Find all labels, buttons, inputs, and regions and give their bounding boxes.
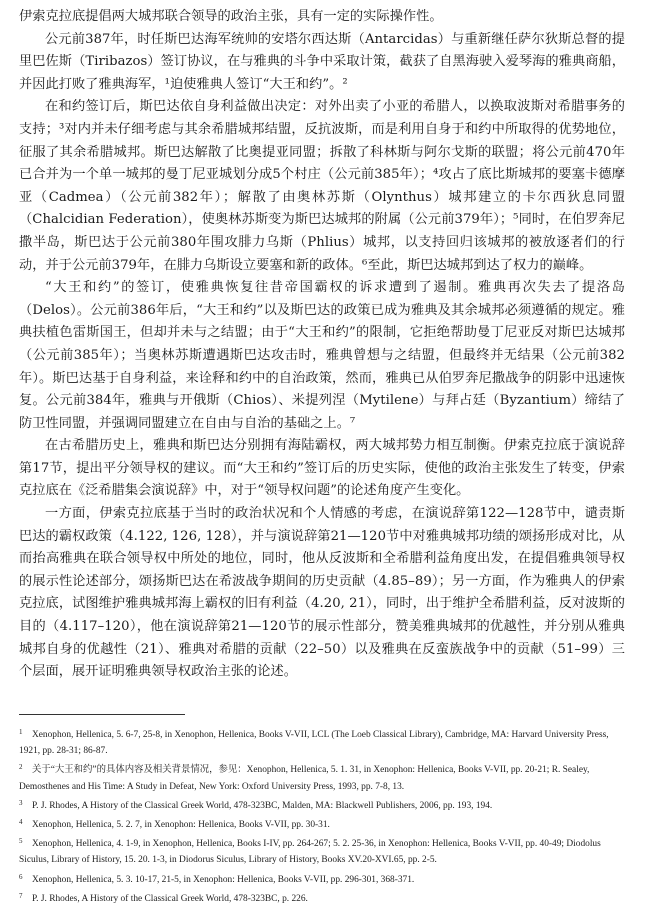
footnotes (19, 724, 625, 907)
footnote-3 (19, 795, 625, 814)
footnote-number: 1 (19, 728, 23, 736)
footnote-4 (19, 814, 625, 833)
paragraph-1: 伊索克拉底提倡两大城邦联合领导的政治主张，具有一定的实际操作性。 (19, 9, 443, 24)
footnote-text: Xenophon, Hellenica, 4. 1-9, in Xenophon, Hellenica, Books I-IV, pp. 264-267; 5. 2. 25-36, in Xenophon: Hellenica, Books V-VII, pp. 40-49; Diodolus Siculus, Library of History, 15. 20. 1-3, in Diodorus Siculus, Library of History, Books XV.20-XVI.65, pp. 2-5. (19, 839, 601, 866)
footnote-divider (19, 714, 185, 715)
footnote-text: P. J. Rhodes, A History of the Classical Greek World, 478-323BC, Malden, MA: Blackwell Publishers, 2006, pp. 193, 194. (32, 800, 493, 811)
footnote-number: 6 (19, 872, 23, 881)
paragraph-5: 在古希腊历史上，雅典和斯巴达分别拥有海陆霸权，两大城邦势力相互制衡。伊索克拉底于演说辞第17节，提出平分领导权的建议。而“大王和约”签订后的历史实际，使他的政治主张发生了转变，伊索克拉底在《泛希腊集会演说辞》中，对于“领导权问题”的论述角度产生变化。 (19, 438, 625, 499)
footnote-number: 5 (19, 837, 23, 846)
footnote-5 (19, 833, 625, 868)
footnote-text: Xenophon, Hellenica, 5. 6-7, 25-8, in Xenophon, Hellenica, Books V-VII, LCL (The Loeb Classical Library), Cambridge, MA: Harvard University Press, 1921, pp. 28-31; 86-87. (19, 730, 609, 757)
footnote-text: 关于“大王和约”的具体内容及相关背景情况，参见：Xenophon, Hellenica, 5. 1. 31, in Xenophon: Hellenica, Books V-VII, pp. 20-21; R. Sealey, Demosthenes and His Time: A Study in Defeat, New York: Oxford University Press, 1993, pp. 7-8, 13. (19, 765, 590, 792)
footnote-text: P. J. Rhodes, A History of the Classical Greek World, 478-323BC, p. 226. (32, 893, 308, 904)
footnote-number: 3 (19, 798, 23, 807)
paragraph-4: “大王和约”的签订，使雅典恢复往昔帝国霸权的诉求遭到了遏制。雅典再次失去了提洛岛（Delos）。公元前386年后，“大王和约”以及斯巴达的政策已成为雅典及其余城邦必须遵循的规定。雅典扶植色雷斯国王，但却并未与之结盟；由于“大王和约”的限制，它拒绝帮助曼丁尼亚反对斯巴达城邦（公元前385年）；当奥林苏斯遭遇斯巴达攻击时，雅典曾想与之结盟，但最终并无结果（公元前382年）。斯巴达基于自身利益，来诠释和约中的自治政策，然而，雅典已从伯罗奔尼撒战争的阴影中迅速恢复。公元前384年，雅典与开俄斯（Chios）、米提列涅（Mytilene）与拜占廷（Byzantium）缔结了防卫性同盟，并强调同盟建立在自由与自治的基础之上。⁷ (19, 280, 625, 431)
footnote-2 (19, 759, 625, 794)
footnote-number: 2 (19, 763, 23, 772)
footnote-1 (19, 724, 625, 759)
main-text (19, 6, 625, 684)
footnote-7 (19, 888, 625, 907)
footnote-number: 4 (19, 818, 23, 827)
footnote-text: Xenophon, Hellenica, 5. 2. 7, in Xenophon: Hellenica, Books V-VII, pp. 30-31. (32, 820, 330, 831)
footnote-number: 7 (19, 891, 23, 900)
paragraph-3: 在和约签订后，斯巴达依自身利益做出决定：对外出卖了小亚的希腊人，以换取波斯对希腊事务的支持；³对内并未仔细考虑与其余希腊城邦结盟，反抗波斯，而是利用自身于和约中所取得的优势地位，征服了其余希腊城邦。斯巴达解散了比奥提亚同盟；拆散了科林斯与阿尔戈斯的联盟；将公元前470年已合并为一个单一城邦的曼丁尼亚城划分成5个村庄（公元前385年）；⁴攻占了底比斯城邦的要塞卡德摩亚（Cadmea）（公元前382年）；解散了由奥林苏斯（Olynthus）城邦建立的卡尔西狄息同盟（Chalcidian Federation），使奥林苏斯变为斯巴达城邦的附属（公元前379年）；⁵同时，在伯罗奔尼撒半岛，斯巴达于公元前380年围攻腓力乌斯（Phlius）城邦，以支持回归该城邦的被放逐者们的行动，并于公元前379年，在腓力乌斯设立要塞和新的政体。⁶至此，斯巴达城邦到达了权力的巅峰。 (19, 99, 625, 273)
footnote-text: Xenophon, Hellenica, 5. 3. 10-17, 21-5, in Xenophon: Hellenica, Books V-VII, pp. 296-301, 368-371. (32, 874, 415, 885)
footnote-6 (19, 869, 625, 888)
paragraph-6: 一方面，伊索克拉底基于当时的政治状况和个人情感的考虑，在演说辞第122—128节中，谴责斯巴达的霸权政策（4.122, 126, 128），并与演说辞第21—120节中对雅典城邦功绩的颂扬形成对比，从而抬高雅典在联合领导权中所处的地位，同时，他从反波斯和全希腊利益角度出发，在提倡雅典领导权的展示性论述部分，颂扬斯巴达在希波战争期间的历史贡献（4.85–89）；另一方面，作为雅典人的伊索克拉底，试图维护雅典城邦海上霸权的旧有利益（4.20, 21），同时，出于维护全希腊利益，反对波斯的目的（4.117–120），他在演说辞第21—120节的展示性部分，赞美雅典城邦的优越性，并分别从雅典城邦自身的优越性（21）、雅典对希腊的贡献（22–50）以及雅典在反蛮族战争中的贡献（51–99）三个层面，展开证明雅典领导权政治主张的论述。 (19, 506, 625, 680)
paragraph-2: 公元前387年，时任斯巴达海军统帅的安塔尔西达斯（Antarcidas）与重新继任萨尔狄斯总督的提里巴佐斯（Tiribazos）签订协议，在与雅典的斗争中采取计策，截获了自黑海驶入爱琴海的雅典商船，并因此打败了雅典海军，¹迫使雅典人签订“大王和约”。² (19, 31, 625, 92)
